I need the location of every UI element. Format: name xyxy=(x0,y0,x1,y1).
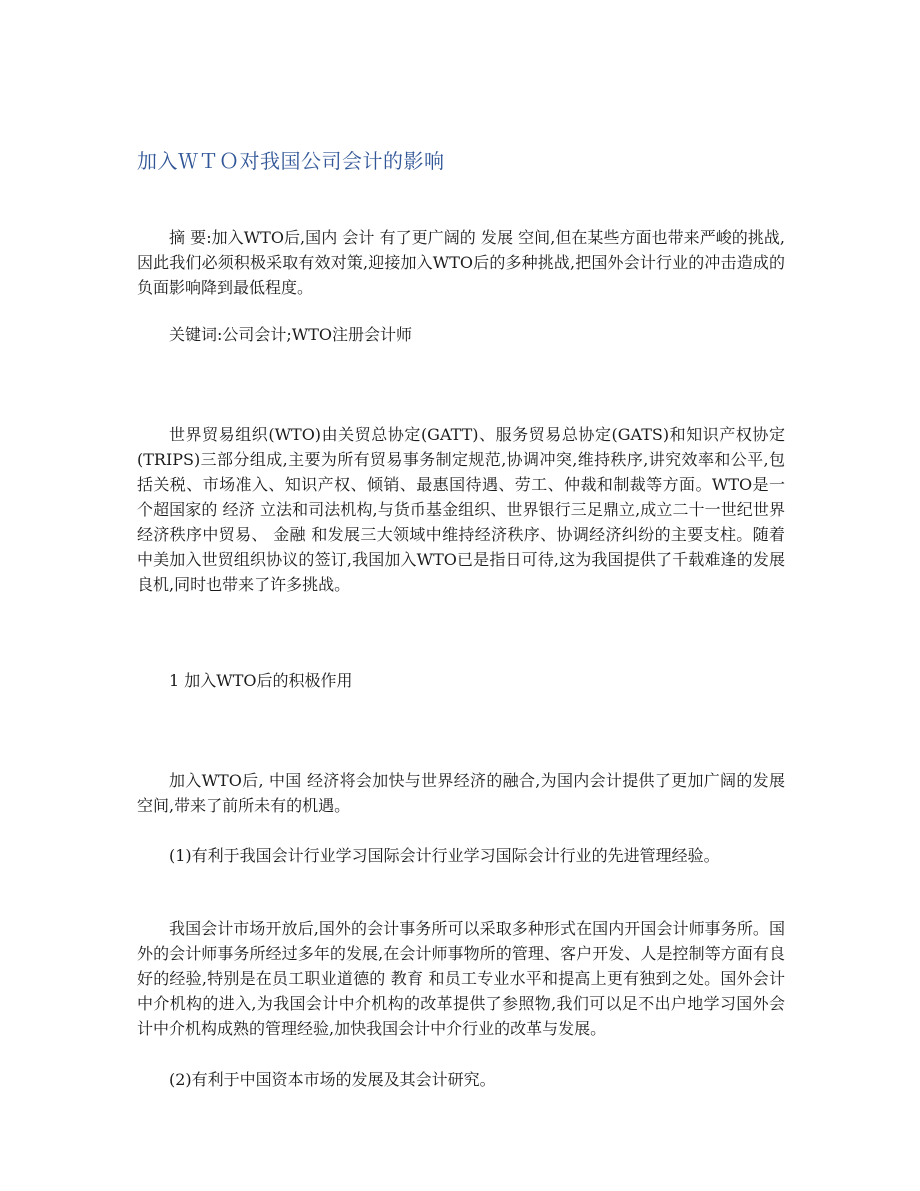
point-2-heading: (2)有利于中国资本市场的发展及其会计研究。 xyxy=(169,1070,496,1089)
point-1-heading: (1)有利于我国会计行业学习国际会计行业学习国际会计行业的先进管理经验。 xyxy=(169,846,720,865)
section-1-intro-paragraph: 加入WTO后, 中国 经济将会加快与世界经济的融合,为国内会计提供了更加广阔的发展空间,带来了前所未有的机遇。 xyxy=(137,771,785,815)
document-title: 加入ＷＴＯ对我国公司会计的影响 xyxy=(137,149,445,173)
intro-paragraph: 世界贸易组织(WTO)由关贸总协定(GATT)、服务贸易总协定(GATS)和知识产权协定(TRIPS)三部分组成,主要为所有贸易事务制定规范,协调冲突,维持秩序,讲究效率和公平,包括关税、市场准入、知识产权、倾销、最惠国待遇、劳工、仲裁和制裁等方面。WTO是一个超国家的 经济 立法和司法机构,与货币基金组织、世界银行三足鼎立,成立二十一世纪世界经济秩序中贸易、 金融 和发展三大领域中维持经济秩序、协调经济纠纷的主要支柱。随着中美加入世贸组织协议的签订,我国加入WTO已是指日可待,这为我国提供了千载难逢的发展良机,同时也带来了许多挑战。 xyxy=(137,425,785,594)
point-1-body-paragraph: 我国会计市场开放后,国外的会计事务所可以采取多种形式在国内开国会计师事务所。国外的会计师事务所经过多年的发展,在会计师事物所的管理、客户开发、人是控制等方面有良好的经验,特别是在员工职业道德的 教育 和员工专业水平和提高上更有独到之处。国外会计中介机构的进入,为我国会计中介机构的改革提供了参照物,我们可以足不出户地学习国外会计中介机构成熟的管理经验,加快我国会计中介行业的改革与发展。 xyxy=(137,919,785,1038)
abstract-paragraph: 摘 要:加入WTO后,国内 会计 有了更广阔的 发展 空间,但在某些方面也带来严峻的挑战,因此我们必须积极采取有效对策,迎接加入WTO后的多种挑战,把国外会计行业的冲击造成的负面影响降到最低程度。 xyxy=(137,228,785,297)
keywords-line: 关键词:公司会计;WTO注册会计师 xyxy=(169,325,413,344)
section-1-heading: 1 加入WTO后的积极作用 xyxy=(169,671,353,690)
